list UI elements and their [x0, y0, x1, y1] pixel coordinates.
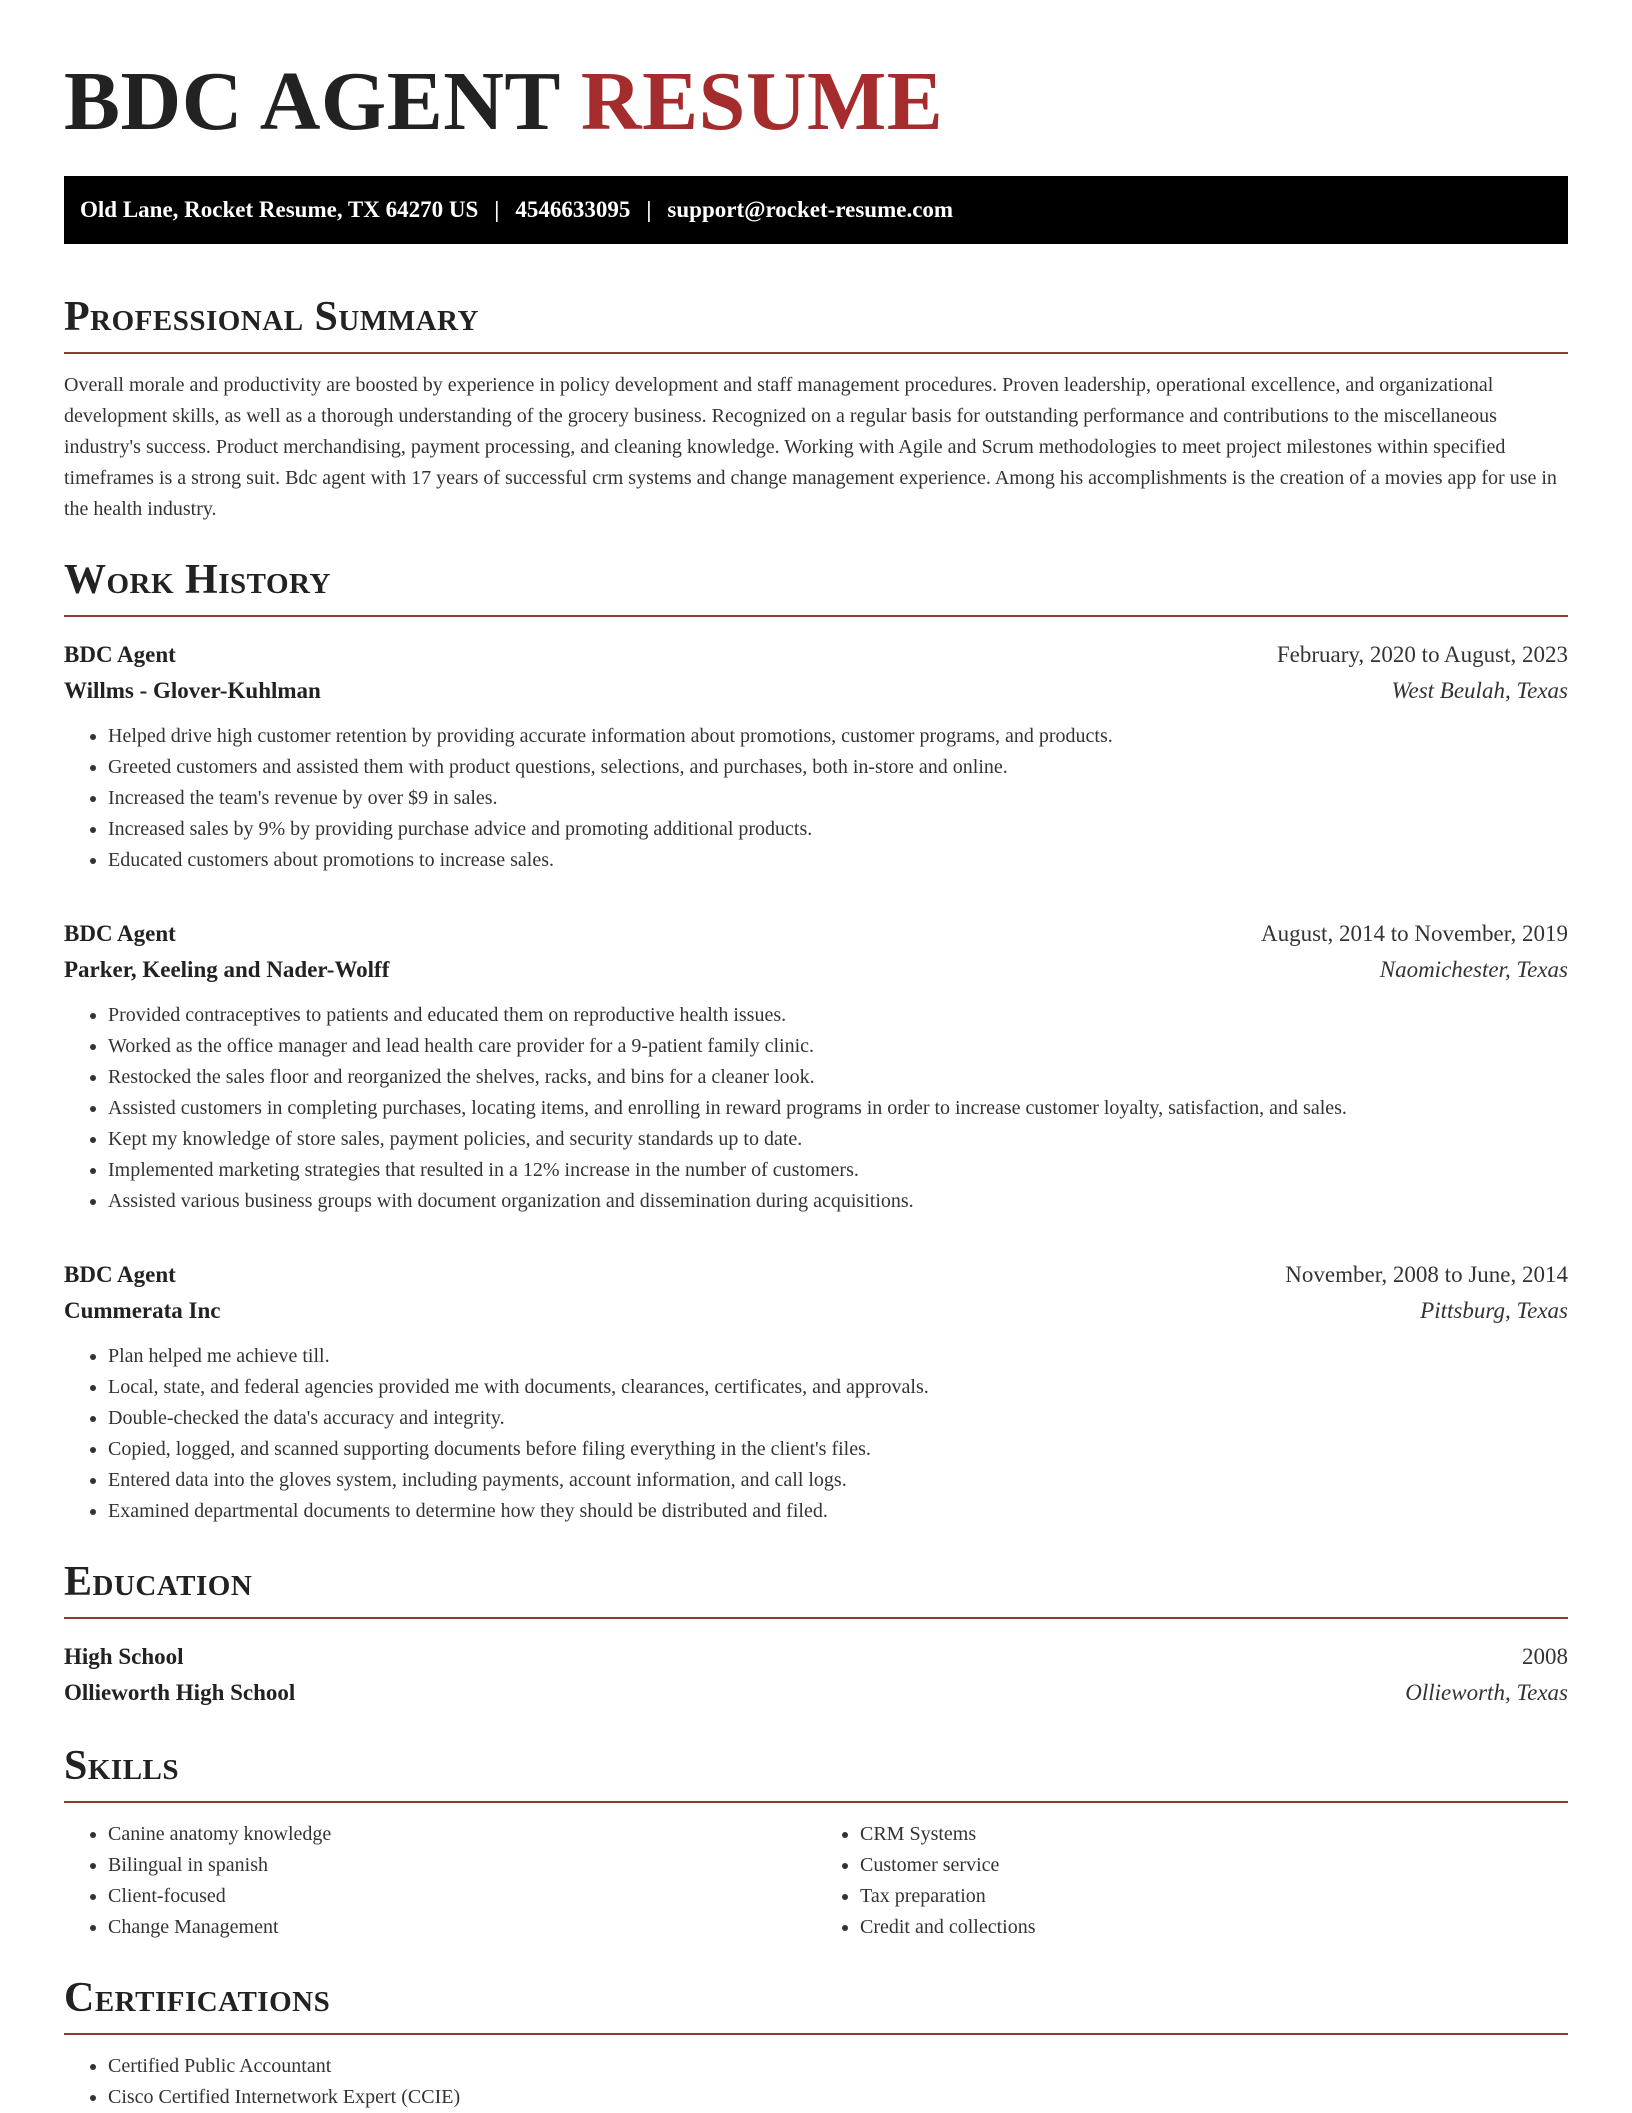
job-dates: November, 2008 to June, 2014: [1285, 1262, 1568, 1287]
skill-item: • Client-focused: [108, 1881, 816, 1912]
education-school: Ollieworth High School: [64, 1680, 296, 1705]
summary-section: [64, 292, 1568, 525]
job-bullet: • Double-checked the data's accuracy and integrity.: [108, 1403, 1568, 1434]
job-bullet: • Educated customers about promotions to increase sales.: [108, 845, 1568, 876]
certifications-section: [64, 1973, 1568, 2113]
certifications-list: [64, 2051, 1568, 2113]
summary-heading: Professional Summary: [64, 294, 479, 340]
job-dates: August, 2014 to November, 2019: [1261, 921, 1568, 946]
section-divider: [64, 1801, 1568, 1803]
job-location: Pittsburg, Texas: [1420, 1298, 1568, 1323]
job-company: Willms - Glover-Kuhlman: [64, 678, 321, 703]
skill-item: • Tax preparation: [860, 1881, 1568, 1912]
summary-text: Overall morale and productivity are boosted by experience in policy development and staff management procedures. Proven leadership, operational excellence, and organizational development skills, as well as a thorough understanding of the grocery business. Recognized on a regular basis for outstanding performance and contributions to the miscellaneous industry's success. Product merchandising, payment processing, and cleaning knowledge. Working with Agile and Scrum methodologies to meet project milestones within specified timeframes is a strong suit. Bdc agent with 17 years of successful crm systems and change management experience. Among his accomplishments is the creation of a movies app for use in the health industry.: [64, 374, 1557, 520]
section-divider: [64, 1617, 1568, 1619]
skill-item: • Bilingual in spanish: [108, 1850, 816, 1881]
job-location: West Beulah, Texas: [1391, 678, 1568, 703]
skills-columns: [64, 1819, 1568, 1943]
education-entry: [64, 1639, 1568, 1711]
job-bullet: • Provided contraceptives to patients and educated them on reproductive health issues.: [108, 1000, 1568, 1031]
job-location: Naomichester, Texas: [1379, 957, 1568, 982]
education-degree: High School: [64, 1644, 184, 1669]
education-location: Ollieworth, Texas: [1405, 1680, 1568, 1705]
job-bullet: • Entered data into the gloves system, including payments, account information, and call logs.: [108, 1465, 1568, 1496]
certification-item: • Cisco Certified Internetwork Expert (CCIE): [108, 2082, 1568, 2113]
skills-list-right: [816, 1819, 1568, 1943]
title-accent: RESUME: [580, 55, 944, 148]
job-bullet: • Plan helped me achieve till.: [108, 1341, 1568, 1372]
title-main: BDC AGENT: [64, 55, 560, 148]
contact-phone: 4546633095: [515, 197, 631, 222]
job-bullet: • Worked as the office manager and lead health care provider for a 9-patient family clinic.: [108, 1031, 1568, 1062]
job-company: Cummerata Inc: [64, 1298, 221, 1323]
job-company: Parker, Keeling and Nader-Wolff: [64, 957, 390, 982]
job-bullet: • Helped drive high customer retention by providing accurate information about promotions, customer programs, and products.: [108, 721, 1568, 752]
skills-section: [64, 1741, 1568, 1943]
skill-item: • Customer service: [860, 1850, 1568, 1881]
job-bullet: • Implemented marketing strategies that resulted in a 12% increase in the number of customers.: [108, 1155, 1568, 1186]
job-bullet: • Examined departmental documents to determine how they should be distributed and filed.: [108, 1496, 1568, 1527]
skill-item: • Canine anatomy knowledge: [108, 1819, 816, 1850]
skill-item: • Change Management: [108, 1912, 816, 1943]
education-section: [64, 1557, 1568, 1711]
skill-item: • Credit and collections: [860, 1912, 1568, 1943]
job-dates: February, 2020 to August, 2023: [1276, 642, 1568, 667]
job-bullets: [64, 1341, 1568, 1527]
contact-address: Old Lane, Rocket Resume, TX 64270 US: [80, 197, 479, 222]
section-divider: [64, 615, 1568, 617]
job-bullets: [64, 721, 1568, 876]
job-entry: [64, 916, 1568, 1217]
section-divider: [64, 2033, 1568, 2035]
skill-item: • CRM Systems: [860, 1819, 1568, 1850]
skills-list-left: [64, 1819, 816, 1943]
job-title: BDC Agent: [64, 642, 176, 667]
skills-heading: Skills: [64, 1743, 180, 1789]
job-entry: [64, 1257, 1568, 1527]
job-bullet: • Assisted customers in completing purchases, locating items, and enrolling in reward programs in order to increase customer loyalty, satisfaction, and sales.: [108, 1093, 1568, 1124]
job-bullet: • Restocked the sales floor and reorganized the shelves, racks, and bins for a cleaner look.: [108, 1062, 1568, 1093]
work-history-heading: Work History: [64, 557, 331, 603]
contact-separator: |: [646, 197, 652, 222]
certifications-heading: Certifications: [64, 1975, 331, 2021]
work-history-section: [64, 555, 1568, 1527]
job-bullet: • Copied, logged, and scanned supporting documents before filing everything in the client's files.: [108, 1434, 1568, 1465]
job-bullets: [64, 1000, 1568, 1217]
section-divider: [64, 352, 1568, 354]
job-title: BDC Agent: [64, 1262, 176, 1287]
education-heading: Education: [64, 1559, 253, 1605]
job-bullet: • Greeted customers and assisted them with product questions, selections, and purchases, both in-store and online.: [108, 752, 1568, 783]
education-year: 2008: [1522, 1644, 1568, 1669]
contact-separator: |: [494, 197, 500, 222]
job-title: BDC Agent: [64, 921, 176, 946]
job-bullet: • Increased the team's revenue by over $9 in sales.: [108, 783, 1568, 814]
certification-item: • Certified Public Accountant: [108, 2051, 1568, 2082]
job-entry: [64, 637, 1568, 876]
job-bullet: • Assisted various business groups with document organization and dissemination during acquisitions.: [108, 1186, 1568, 1217]
contact-bar: [64, 176, 1568, 244]
job-bullet: • Kept my knowledge of store sales, payment policies, and security standards up to date.: [108, 1124, 1568, 1155]
resume-title: [64, 52, 1568, 152]
job-bullet: • Increased sales by 9% by providing purchase advice and promoting additional products.: [108, 814, 1568, 845]
contact-email: support@rocket-resume.com: [667, 197, 954, 222]
job-bullet: • Local, state, and federal agencies provided me with documents, clearances, certificates, and approvals.: [108, 1372, 1568, 1403]
